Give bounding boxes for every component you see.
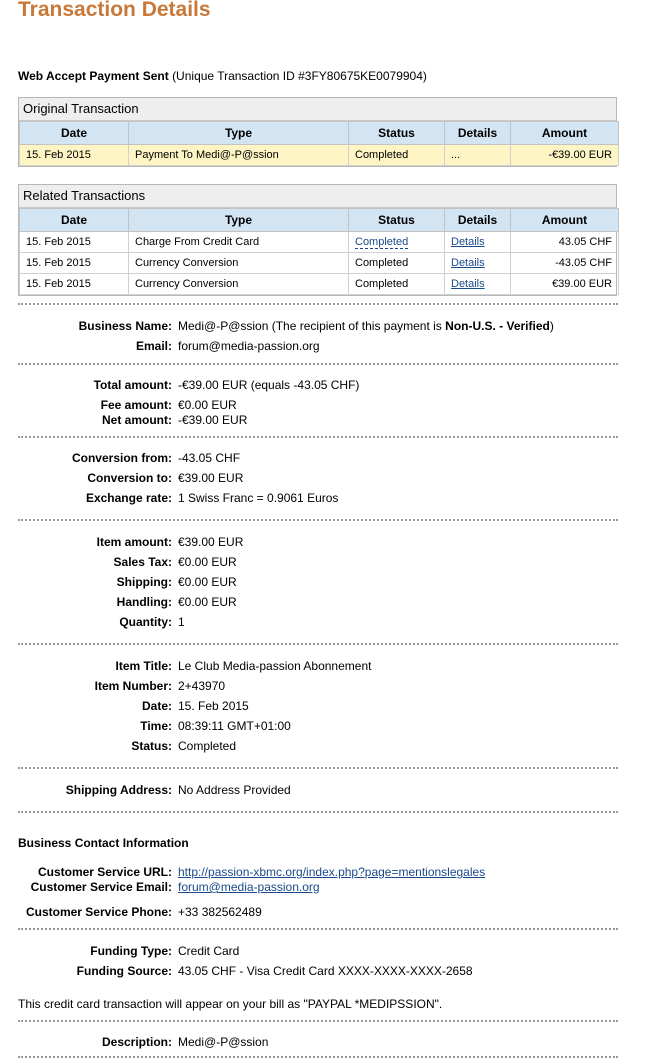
col-status: Status <box>349 122 445 145</box>
date-row <box>0 699 657 715</box>
original-transaction-caption: Original Transaction <box>19 98 616 121</box>
item-amount-value: €39.00 EUR <box>178 535 244 549</box>
divider <box>18 767 618 769</box>
status-link[interactable]: Completed <box>355 236 409 248</box>
exchange-rate-row <box>0 491 657 507</box>
quantity-value: 1 <box>178 615 185 629</box>
table-header-row <box>20 209 619 232</box>
cell-date: 15. Feb 2015 <box>20 274 129 295</box>
net-amount-value: -€39.00 EUR <box>178 413 248 427</box>
business-email-row <box>0 339 657 355</box>
shipping-value: €0.00 EUR <box>178 575 237 589</box>
cell-amount: 43.05 CHF <box>511 232 619 253</box>
funding-type-value: Credit Card <box>178 944 240 958</box>
divider <box>18 519 618 521</box>
status-row <box>0 739 657 755</box>
funding-source-value: 43.05 CHF - Visa Credit Card XXXX-XXXX-XXXX-2658 <box>178 964 473 978</box>
cell-type: Charge From Credit Card <box>129 232 349 253</box>
shipping-label: Shipping: <box>116 575 172 589</box>
conversion-to-row <box>0 471 657 487</box>
customer-service-url-label: Customer Service URL: <box>37 865 172 879</box>
time-label: Time: <box>140 719 172 733</box>
cell-date: 15. Feb 2015 <box>20 232 129 253</box>
status-value: Completed <box>178 739 237 753</box>
date-label: Date: <box>141 699 172 713</box>
cell-status: Completed <box>349 274 445 295</box>
divider <box>18 303 618 305</box>
date-value: 15. Feb 2015 <box>178 699 249 713</box>
table-row <box>20 145 619 166</box>
col-type: Type <box>129 122 349 145</box>
divider <box>18 1020 618 1022</box>
fee-amount-label: Fee amount: <box>100 398 172 412</box>
cell-type: Currency Conversion <box>129 253 349 274</box>
time-value: 08:39:11 GMT+01:00 <box>178 719 291 733</box>
cell-type: Payment To Medi@-P@ssion <box>129 145 349 166</box>
business-email-value: forum@media-passion.org <box>178 339 320 353</box>
col-type: Type <box>129 209 349 232</box>
business-email-label: Email: <box>135 339 172 353</box>
customer-service-phone-row <box>0 905 657 921</box>
divider <box>18 928 618 930</box>
item-title-value: Le Club Media-passion Abonnement <box>178 659 372 673</box>
divider <box>18 363 618 365</box>
customer-service-email-link[interactable]: forum@media-passion.org <box>178 880 320 894</box>
related-transactions-table <box>19 208 619 295</box>
item-number-value: 2+43970 <box>178 679 226 693</box>
related-transactions-caption: Related Transactions <box>19 185 616 208</box>
original-transaction-table <box>19 121 619 166</box>
table-row <box>20 274 619 295</box>
conversion-to-label: Conversion to: <box>87 471 172 485</box>
total-amount-value: -€39.00 EUR (equals -43.05 CHF) <box>178 378 360 392</box>
item-number-row <box>0 679 657 695</box>
business-contact-heading: Business Contact Information <box>18 836 189 850</box>
business-name-label: Business Name: <box>78 319 172 333</box>
funding-source-row <box>0 964 657 980</box>
exchange-rate-label: Exchange rate: <box>85 491 172 505</box>
funding-type-label: Funding Type: <box>90 944 172 958</box>
recipient-status: Non-U.S. - Verified <box>445 319 550 333</box>
customer-service-url-link[interactable]: http://passion-xbmc.org/index.php?page=mentionslegales <box>178 865 486 879</box>
cell-date: 15. Feb 2015 <box>20 145 129 166</box>
conversion-from-row <box>0 451 657 467</box>
fee-amount-value: €0.00 EUR <box>178 398 237 412</box>
divider <box>18 811 618 813</box>
shipping-row <box>0 575 657 591</box>
conversion-from-value: -43.05 CHF <box>178 451 241 465</box>
shipping-address-value: No Address Provided <box>178 783 291 797</box>
cell-details: ... <box>445 145 511 166</box>
funding-type-row <box>0 944 657 960</box>
cell-status <box>349 232 445 253</box>
col-status: Status <box>349 209 445 232</box>
customer-service-email-row <box>0 880 657 896</box>
details-link[interactable]: Details <box>451 257 485 269</box>
bill-statement-note: This credit card transaction will appear on your bill as "PAYPAL *MEDIPSSION". <box>18 997 443 1011</box>
quantity-label: Quantity: <box>119 615 172 629</box>
cell-date: 15. Feb 2015 <box>20 253 129 274</box>
business-name-row <box>0 319 657 335</box>
cell-details <box>445 253 511 274</box>
time-row <box>0 719 657 735</box>
divider <box>18 436 618 438</box>
handling-label: Handling: <box>116 595 172 609</box>
recipient-suffix: ) <box>549 319 554 333</box>
cell-amount: €39.00 EUR <box>511 274 619 295</box>
page-title: Transaction Details <box>18 0 211 21</box>
customer-service-url-row <box>0 865 657 881</box>
business-name-value <box>178 319 554 333</box>
total-amount-label: Total amount: <box>93 378 172 392</box>
item-number-label: Item Number: <box>94 679 172 693</box>
col-details: Details <box>445 122 511 145</box>
details-link[interactable]: Details <box>451 278 485 290</box>
summary-label: Web Accept Payment Sent <box>18 69 169 83</box>
item-amount-row <box>0 535 657 551</box>
original-transaction-panel <box>18 97 617 167</box>
item-title-row <box>0 659 657 675</box>
exchange-rate-value: 1 Swiss Franc = 0.9061 Euros <box>178 491 339 505</box>
cell-amount: -€39.00 EUR <box>511 145 619 166</box>
cell-status: Completed <box>349 145 445 166</box>
cell-details <box>445 232 511 253</box>
sales-tax-row <box>0 555 657 571</box>
item-title-label: Item Title: <box>115 659 172 673</box>
net-amount-label: Net amount: <box>102 413 172 427</box>
col-date: Date <box>20 122 129 145</box>
divider <box>18 1056 618 1058</box>
customer-service-phone-value: +33 382562489 <box>178 905 262 919</box>
shipping-address-label: Shipping Address: <box>65 783 172 797</box>
cell-details <box>445 274 511 295</box>
net-amount-row <box>0 413 657 429</box>
col-amount: Amount <box>511 209 619 232</box>
conversion-to-value: €39.00 EUR <box>178 471 244 485</box>
handling-row <box>0 595 657 611</box>
funding-source-label: Funding Source: <box>76 964 172 978</box>
description-label: Description: <box>101 1035 172 1049</box>
cell-type: Currency Conversion <box>129 274 349 295</box>
fee-amount-row <box>0 398 657 414</box>
item-amount-label: Item amount: <box>96 535 172 549</box>
details-link[interactable]: Details <box>451 236 485 248</box>
related-transactions-panel <box>18 184 617 296</box>
col-details: Details <box>445 209 511 232</box>
customer-service-email-label: Customer Service Email: <box>30 880 172 894</box>
col-amount: Amount <box>511 122 619 145</box>
status-label: Status: <box>131 739 172 753</box>
shipping-address-row <box>0 783 657 799</box>
customer-service-phone-label: Customer Service Phone: <box>25 905 172 919</box>
business-name: Medi@-P@ssion <box>178 319 269 333</box>
description-row <box>0 1035 657 1051</box>
conversion-from-label: Conversion from: <box>71 451 172 465</box>
table-row <box>20 253 619 274</box>
description-value: Medi@-P@ssion <box>178 1035 269 1049</box>
transaction-id: (Unique Transaction ID #3FY80675KE0079904) <box>172 69 427 83</box>
recipient-prefix: (The recipient of this payment is <box>271 319 446 333</box>
col-date: Date <box>20 209 129 232</box>
transaction-summary <box>18 69 427 83</box>
cell-status: Completed <box>349 253 445 274</box>
sales-tax-value: €0.00 EUR <box>178 555 237 569</box>
sales-tax-label: Sales Tax: <box>113 555 172 569</box>
quantity-row <box>0 615 657 631</box>
handling-value: €0.00 EUR <box>178 595 237 609</box>
table-row <box>20 232 619 253</box>
table-header-row <box>20 122 619 145</box>
total-amount-row <box>0 378 657 394</box>
divider <box>18 643 618 645</box>
cell-amount: -43.05 CHF <box>511 253 619 274</box>
